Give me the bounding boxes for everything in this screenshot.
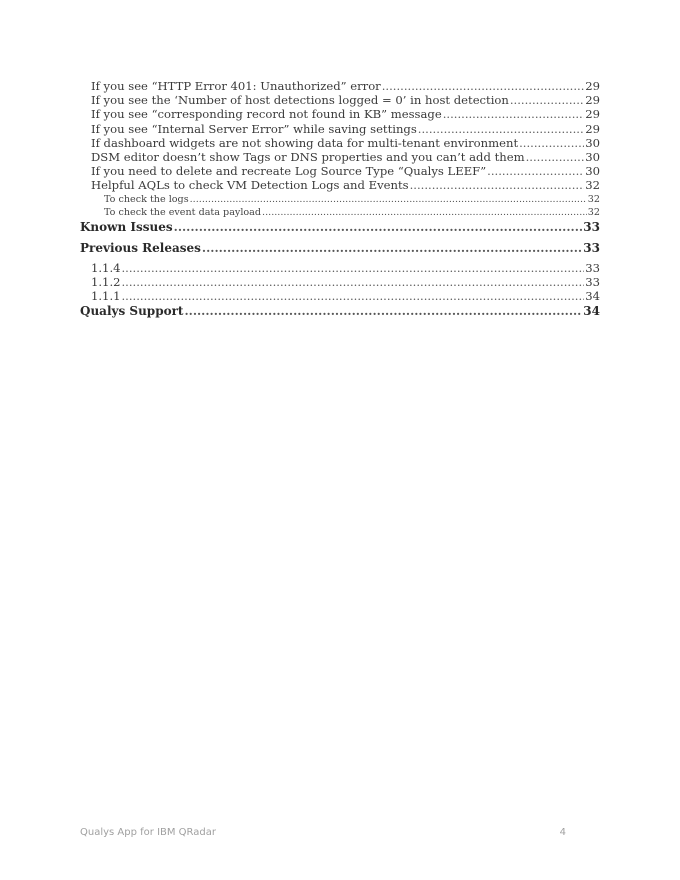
- toc-entry-dashboard-widgets[interactable]: [80, 136, 600, 150]
- toc-entry-check-event-payload[interactable]: [80, 206, 600, 219]
- toc-entry-page: 30: [585, 135, 600, 150]
- toc-entry-title: DSM editor doesn’t show Tags or DNS properties and you can’t add them: [91, 150, 525, 165]
- toc-entry-previous-releases[interactable]: [80, 240, 600, 256]
- footer-document-title: Qualys App for IBM QRadar: [80, 827, 216, 838]
- toc-leader-dots: [202, 240, 582, 256]
- toc-leader-dots: [526, 150, 585, 164]
- toc-entry-dsm-editor[interactable]: [80, 150, 600, 164]
- toc-entry-title: Helpful AQLs to check VM Detection Logs and Events: [91, 178, 409, 193]
- toc-entry-page: 30: [585, 150, 600, 165]
- toc-entry-release-1-1-1[interactable]: [80, 289, 600, 303]
- toc-entry-page: 34: [585, 289, 600, 304]
- toc-entry-title: Qualys Support: [80, 304, 184, 319]
- toc-entry-page: 32: [587, 206, 600, 218]
- toc-leader-dots: [184, 303, 582, 319]
- toc-entry-log-source-type[interactable]: [80, 164, 600, 178]
- toc-entry-title: Previous Releases: [80, 240, 201, 255]
- toc-leader-dots: [122, 289, 585, 303]
- toc-entry-title: Known Issues: [80, 219, 173, 234]
- toc-leader-dots: [122, 261, 585, 275]
- toc-entry-page: 33: [585, 274, 600, 289]
- page-footer: [80, 827, 566, 838]
- toc-entry-title: If you need to delete and recreate Log Source Type “Qualys LEEF”: [91, 164, 487, 179]
- toc-entry-internal-server-error[interactable]: [80, 122, 600, 136]
- toc-entry-known-issues[interactable]: [80, 219, 600, 235]
- toc-entry-title: To check the logs: [104, 193, 189, 205]
- toc-entry-title: If you see “Internal Server Error” while saving settings: [91, 121, 417, 136]
- toc-entry-release-1-1-2[interactable]: [80, 275, 600, 289]
- toc-entry-title: If you see “corresponding record not found in KB” message: [91, 107, 442, 122]
- footer-page-number: 4: [559, 827, 566, 838]
- toc-entry-http-error-401[interactable]: [80, 79, 600, 93]
- toc-entry-page: 33: [583, 219, 600, 234]
- toc-entry-page: 29: [585, 107, 600, 122]
- toc-entry-page: 33: [585, 260, 600, 275]
- toc-entry-page: 29: [585, 121, 600, 136]
- toc-entry-title: 1.1.2: [91, 274, 121, 289]
- toc-entry-page: 34: [583, 304, 600, 319]
- table-of-contents: [80, 79, 600, 319]
- toc-entry-helpful-aqls[interactable]: [80, 178, 600, 192]
- toc-entry-title: If dashboard widgets are not showing data for multi-tenant environment: [91, 135, 519, 150]
- toc-entry-record-not-found[interactable]: [80, 107, 600, 121]
- toc-entry-title: If you see the ‘Number of host detections logged = 0’ in host detection: [91, 93, 509, 108]
- toc-entry-host-detections-zero[interactable]: [80, 93, 600, 107]
- toc-leader-dots: [418, 122, 584, 136]
- toc-leader-dots: [410, 178, 585, 192]
- toc-leader-dots: [190, 193, 587, 206]
- toc-entry-title: 1.1.1: [91, 289, 121, 304]
- toc-entry-title: 1.1.4: [91, 260, 121, 275]
- toc-entry-page: 33: [583, 240, 600, 255]
- toc-leader-dots: [510, 93, 584, 107]
- toc-leader-dots: [174, 219, 583, 235]
- toc-leader-dots: [443, 107, 585, 121]
- toc-leader-dots: [519, 136, 584, 150]
- toc-leader-dots: [122, 275, 585, 289]
- toc-leader-dots: [262, 206, 587, 219]
- toc-entry-page: 32: [585, 178, 600, 193]
- toc-entry-release-1-1-4[interactable]: [80, 261, 600, 275]
- toc-entry-page: 32: [587, 193, 600, 205]
- toc-entry-page: 29: [585, 93, 600, 108]
- toc-entry-qualys-support[interactable]: [80, 303, 600, 319]
- toc-entry-title: To check the event data payload: [104, 206, 262, 218]
- toc-entry-page: 29: [585, 79, 600, 93]
- toc-entry-check-logs[interactable]: [80, 193, 600, 206]
- toc-entry-page: 30: [585, 164, 600, 179]
- toc-entry-title: If you see “HTTP Error 401: Unauthorized” error: [91, 79, 381, 93]
- toc-leader-dots: [382, 79, 585, 93]
- toc-leader-dots: [487, 164, 584, 178]
